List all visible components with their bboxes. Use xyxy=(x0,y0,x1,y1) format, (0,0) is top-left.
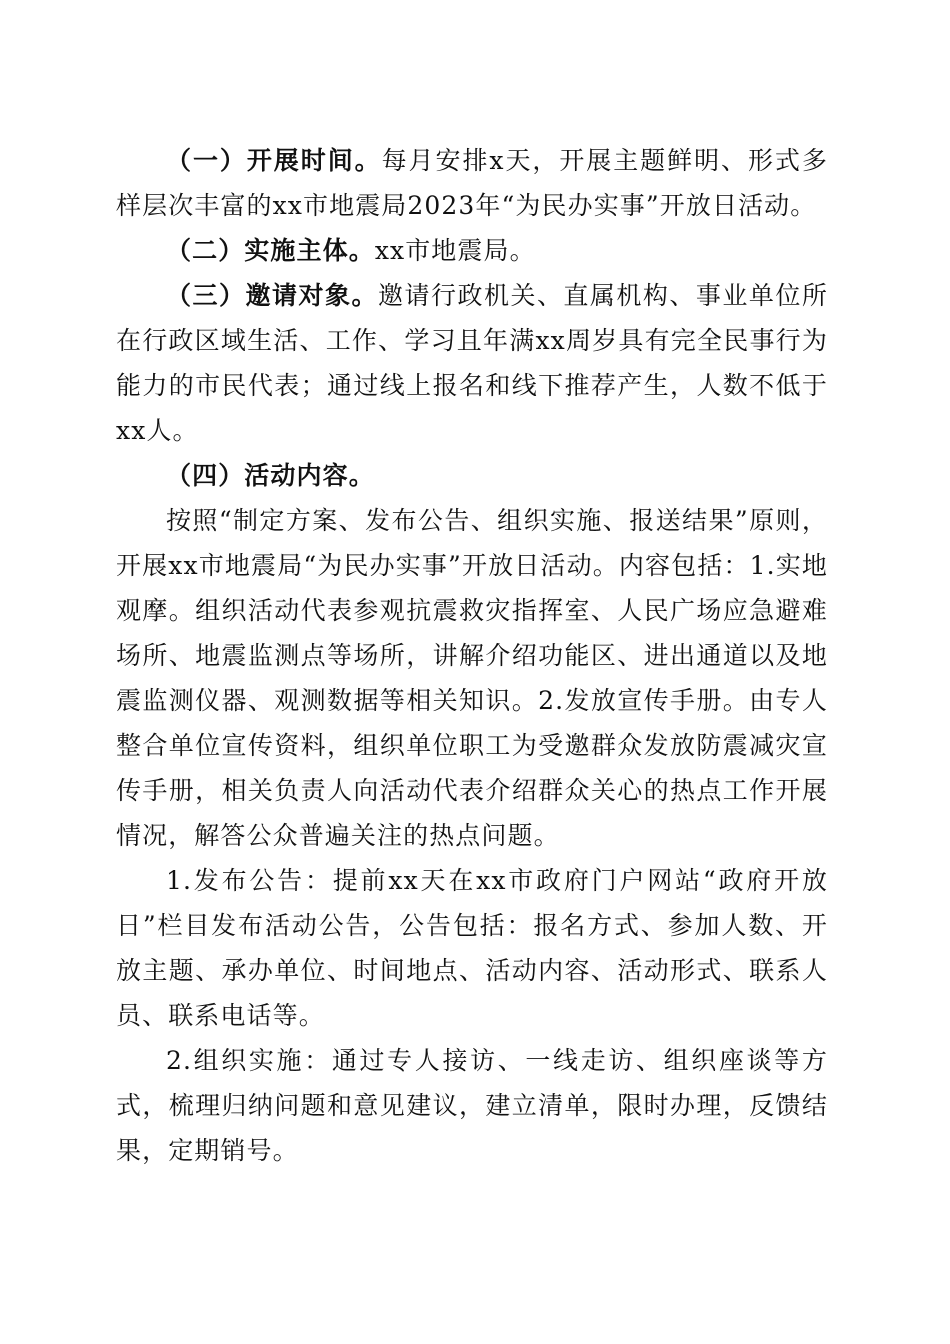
heading-content: （四）活动内容。 xyxy=(166,461,375,490)
paragraph-subject xyxy=(116,228,828,273)
heading-invitees: （三）邀请对象。 xyxy=(166,281,378,310)
paragraph-content-text: 按照“制定方案、发布公告、组织实施、报送结果”原则，开展xx市地震局“为民办实事”开放日活动。内容包括：1.实地观摩。组织活动代表参观抗震救灾指挥室、人民广场应急避难场所、地震监测点等场所，讲解介绍功能区、进出通道以及地震监测仪器、观测数据等相关知识。2.发放宣传手册。由专人整合单位宣传资料，组织单位职工为受邀群众发放防震减灾宣传手册，相关负责人向活动代表介绍群众关心的热点工作开展情况，解答公众普遍关注的热点问题。 xyxy=(116,506,828,850)
paragraph-invitees-text: 邀请行政机关、直属机构、事业单位所在行政区域生活、工作、学习且年满xx周岁具有完全民事行为能力的市民代表；通过线上报名和线下推荐产生，人数不低于xx人。 xyxy=(116,281,828,445)
paragraph-time xyxy=(116,138,828,228)
paragraph-content-heading xyxy=(116,453,828,498)
paragraph-subject-text: xx市地震局。 xyxy=(374,236,536,265)
paragraph-announcement xyxy=(116,858,828,1038)
paragraph-implementation-text: 2.组织实施：通过专人接访、一线走访、组织座谈等方式，梳理归纳问题和意见建议，建立清单，限时办理，反馈结果，定期销号。 xyxy=(116,1046,828,1165)
heading-subject: （二）实施主体。 xyxy=(166,236,375,265)
paragraph-announcement-text: 1.发布公告：提前xx天在xx市政府门户网站“政府开放日”栏目发布活动公告，公告包括：报名方式、参加人数、开放主题、承办单位、时间地点、活动内容、活动形式、联系人员、联系电话等。 xyxy=(116,866,828,1030)
paragraph-time-text: 每月安排x天，开展主题鲜明、形式多样层次丰富的xx市地震局2023年“为民办实事”开放日活动。 xyxy=(116,146,828,220)
paragraph-content xyxy=(116,498,828,858)
paragraph-implementation xyxy=(116,1038,828,1173)
paragraph-invitees xyxy=(116,273,828,453)
document-body xyxy=(116,138,828,1173)
heading-time: （一）开展时间。 xyxy=(166,146,382,175)
